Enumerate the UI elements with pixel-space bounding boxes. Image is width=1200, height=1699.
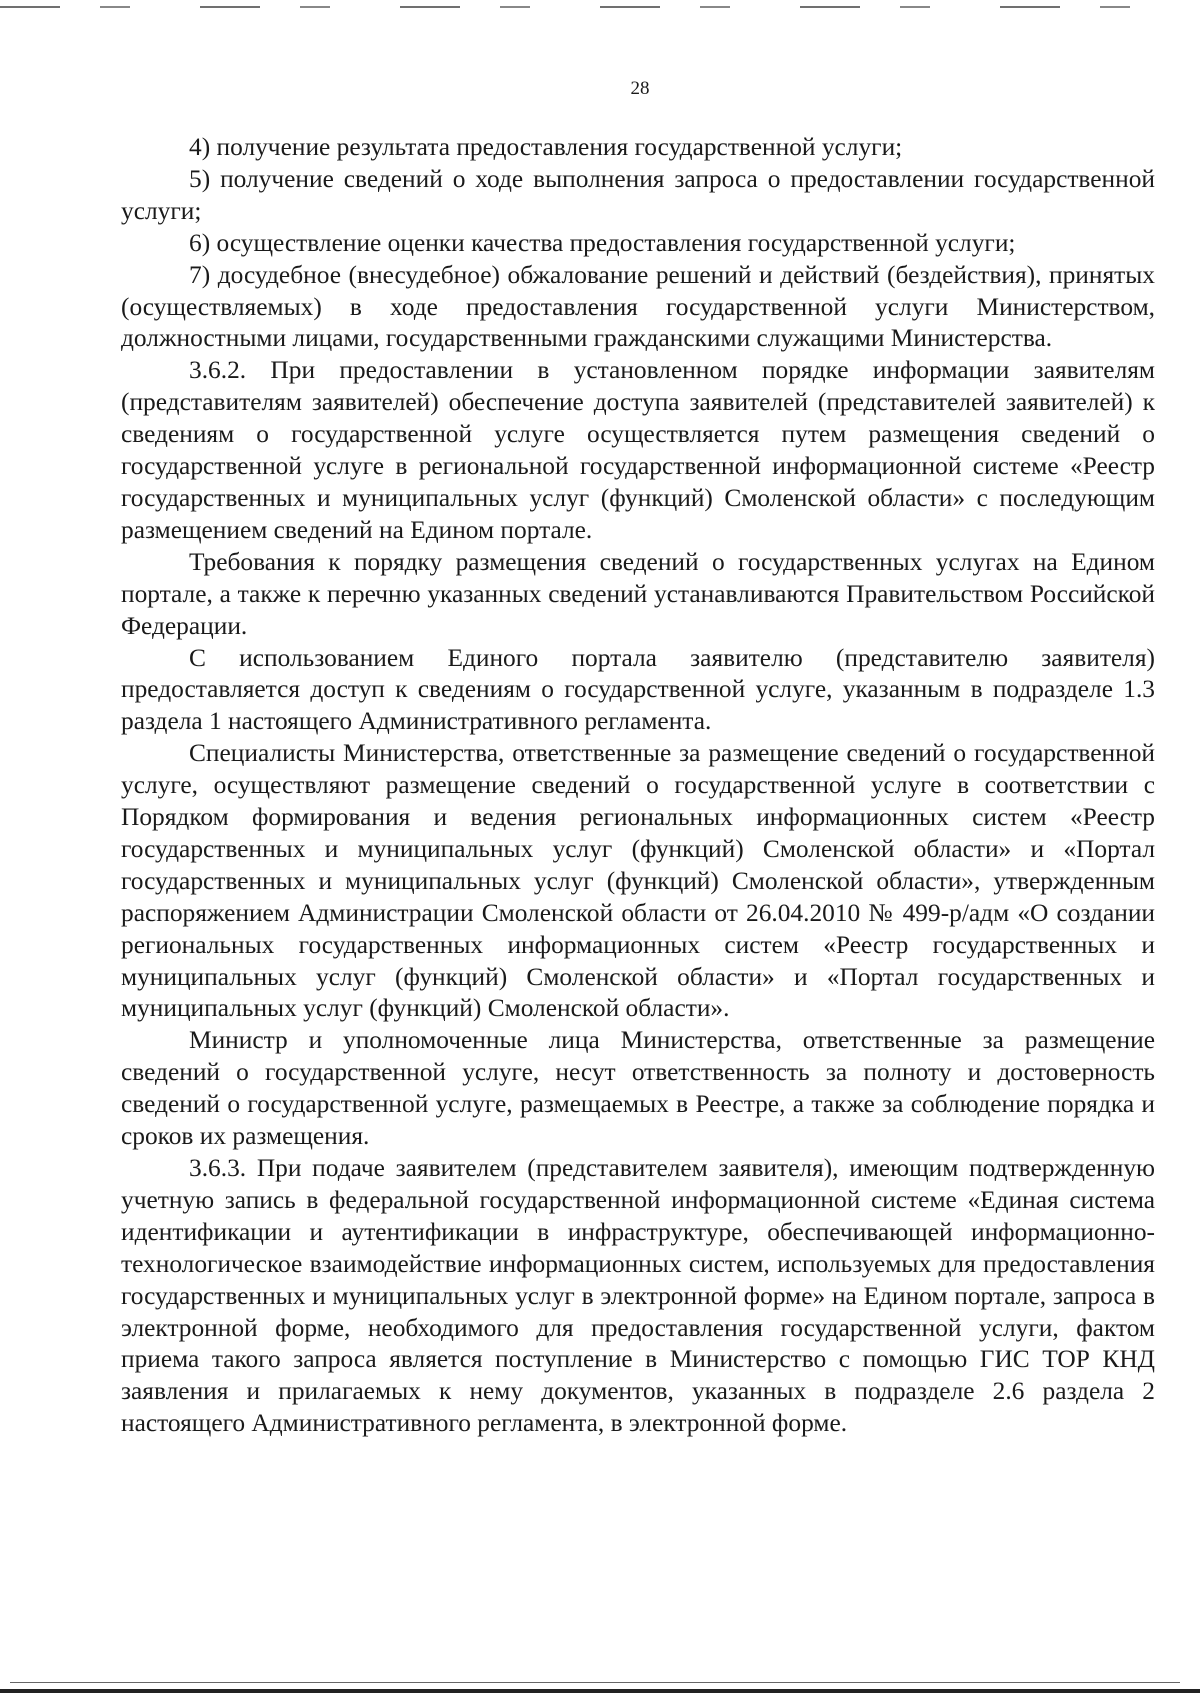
paragraph-item-7: 7) досудебное (внесудебное) обжалование решений и действий (бездействия), принятых (осуществляемых) в ходе предоставления государственной услуги Министерством, должностными лицами, государственными гражданскими служащими Министерства. [121,260,1155,353]
paragraph-3-6-3: 3.6.3. При подаче заявителем (представителем заявителя), имеющим подтвержденную учетную запись в федеральной государственной информационной системе «Единая система идентификации и аутентификации в инфраструктуре, обеспечивающей информационно-технологическое взаимодействие информационных систем, используемых для предоставления государственных и муниципальных услуг в электронной форме» на Едином портале, запроса в электронной форме, необходимого для предоставления государственной услуги, фактом приема такого запроса является поступление в Министерство с помощью ГИС ТОР КНД заявления и прилагаемых к нему документов, указанных в подразделе 2.6 раздела 2 настоящего Административного регламента, в электронной форме. [121,1154,1155,1438]
page-number: 28 [630,78,650,99]
paragraph-specialists: Специалисты Министерства, ответственные за размещение сведений о государственной услуге, осуществляют размещение сведений о государственной услуге в соответствии с Порядком формирования и ведения региональных информационных систем «Реестр государственных и муниципальных услуг (функций) Смоленской области» и «Портал государственных и муниципальных услуг (функций) Смоленской области», утвержденным распоряжением Администрации Смоленской области от 26.04.2010 № 499-р/адм «О создании региональных государственных информационных систем «Реестр государственных и муниципальных услуг (функций) Смоленской области» и «Портал государственных и муниципальных услуг (функций) Смоленской области». [121,739,1155,1023]
paragraph-item-6: 6) осуществление оценки качества предоставления государственной услуги; [189,228,1016,257]
scan-artifact-bottom-thin [10,1682,1180,1683]
document-body [121,132,1155,1440]
scan-artifact-bottom [0,1689,1200,1693]
scan-artifact-top [0,6,1200,8]
paragraph-item-4: 4) получение результата предоставления государственной услуги; [189,133,903,161]
paragraph-portal-access: С использованием Единого портала заявителю (представителю заявителя) предоставляется доступ к сведениям о государственной услуге, указанным в подразделе 1.3 раздела 1 настоящего Административного регламента. [121,643,1155,736]
paragraph-3-6-2: 3.6.2. При предоставлении в установленном порядке информации заявителям (представителям заявителей) обеспечение доступа заявителей (представителей заявителей) к сведениям о государственной услуге осуществляется путем размещения сведений о государственной услуге в региональной государственной информационной системе «Реестр государственных и муниципальных услуг (функций) Смоленской области» с последующим размещением сведений на Едином портале. [121,356,1155,544]
paragraph-item-5: 5) получение сведений о ходе выполнения запроса о предоставлении государственной услуги; [121,164,1155,225]
paragraph-portal-requirements: Требования к порядку размещения сведений о государственных услугах на Едином портале, а также к перечню указанных сведений устанавливаются Правительством Российской Федерации. [121,547,1155,640]
paragraph-minister-responsibility: Министр и уполномоченные лица Министерства, ответственные за размещение сведений о государственной услуге, несут ответственность за полноту и достоверность сведений о государственной услуге, размещаемых в Реестре, а также за соблюдение порядка и сроков их размещения. [121,1026,1155,1151]
